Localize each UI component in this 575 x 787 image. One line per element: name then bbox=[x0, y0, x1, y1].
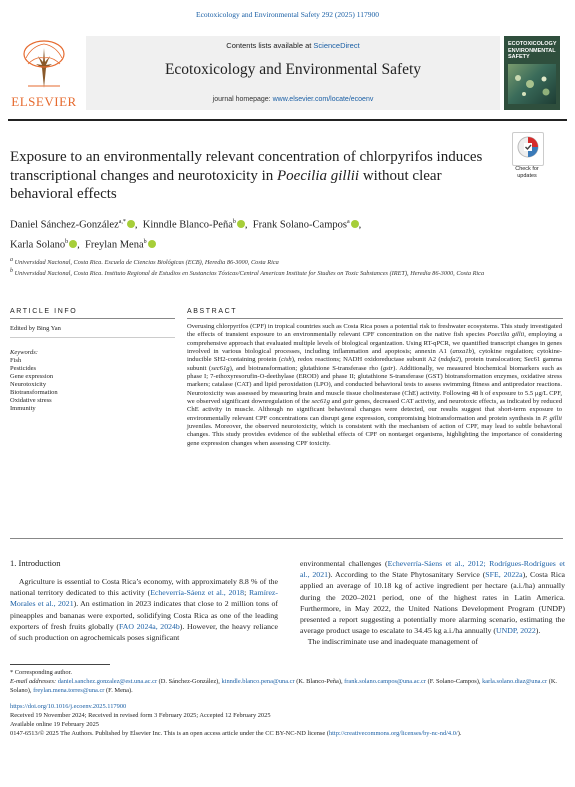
contents-prefix: Contents lists available at bbox=[226, 41, 314, 50]
homepage-link[interactable]: www.elsevier.com/locate/ecoenv bbox=[272, 96, 374, 103]
author-name[interactable]: Kinndle Blanco-Peña bbox=[142, 219, 233, 231]
elsevier-logo[interactable] bbox=[10, 36, 78, 110]
citation-link[interactable]: UNDP, 2022 bbox=[495, 626, 536, 636]
citation-link[interactable]: Ramírez-Morales et al., 2021 bbox=[10, 588, 278, 609]
intro-column-2: environmental challenges (Echeverría-Sáens et al., 2012; Rodrígues-Rodrígues et al., 2021). According to the State Phytosanitary Service (SFE, 2022a), Costa Rica applied an average of 10.18 kg of active ingredient per hectare (a.i./ha) annually during the 2020–2021 period, one of the highest rates in Latin America. Furthermore, in May 2022, the United Nations Development Program (UNDP) presented a report suggesting a potentially more alarming scenario, estimating the average product usage to escalate to 34.45 kg a.i./ha annually (UNDP, 2022). The indiscriminate use and inadequate management of bbox=[300, 559, 565, 647]
affiliation: $^a$ Universidad Nacional, Costa Rica. Escuela de Ciencias Biológicas (ECB), Heredia 86-3000, Costa Rica bbox=[10, 257, 279, 267]
keyword: Gene expression bbox=[10, 373, 54, 380]
journal-cover[interactable] bbox=[504, 36, 560, 110]
orcid-icon[interactable] bbox=[351, 220, 359, 228]
footnote-rule bbox=[10, 664, 110, 665]
abstract-heading: ABSTRACT bbox=[187, 308, 238, 315]
citation-link[interactable]: SFE, 2022a bbox=[485, 570, 523, 580]
article-title bbox=[10, 148, 500, 204]
header-rule bbox=[8, 119, 567, 121]
keyword-list bbox=[10, 357, 58, 413]
author-sup[interactable]: a bbox=[346, 219, 350, 225]
crossmark-icon bbox=[513, 133, 543, 165]
crossmark-label-line2: updates bbox=[517, 172, 537, 179]
crossmark-button[interactable] bbox=[512, 132, 544, 166]
homepage-prefix: journal homepage: bbox=[212, 96, 273, 103]
title-species: Poecilia gillii bbox=[277, 167, 360, 184]
abstract-rule bbox=[187, 318, 563, 319]
keyword: Biotransformation bbox=[10, 389, 58, 396]
doi-link[interactable]: https://doi.org/10.1016/j.ecoenv.2025.117900 bbox=[10, 702, 127, 710]
article-info-rule bbox=[10, 318, 175, 319]
editor-rule bbox=[10, 337, 175, 338]
orcid-icon[interactable] bbox=[127, 220, 135, 228]
orcid-icon[interactable] bbox=[237, 220, 245, 228]
orcid-icon[interactable] bbox=[69, 240, 77, 248]
affiliations bbox=[10, 256, 555, 279]
keyword: Oxidative stress bbox=[10, 397, 52, 404]
received-dates: Received 19 November 2024; Received in revised form 3 February 2025; Accepted 12 February 2025 bbox=[10, 711, 271, 719]
email-link[interactable]: freylan.mena.torres@una.cr bbox=[33, 687, 105, 695]
author-sup[interactable]: b bbox=[143, 238, 147, 245]
email-link[interactable]: karla.solano.diaz@una.cr bbox=[482, 678, 548, 686]
keyword: Immunity bbox=[10, 405, 36, 412]
citation-link[interactable]: Echeverría-Sáens et al., 2012; Rodrígues-Rodrígues et al., 2021 bbox=[300, 559, 565, 580]
keyword: Pesticides bbox=[10, 365, 36, 372]
cover-pattern-icon bbox=[510, 70, 554, 100]
sciencedirect-link[interactable]: ScienceDirect bbox=[313, 41, 360, 50]
citation-link[interactable]: FAO 2024a, 2024b bbox=[118, 621, 180, 631]
affiliation: $^b$ Universidad Nacional, Costa Rica. Instituto Regional de Estudios en Sustancias Tóxicas/Central American Institute for Studies on Toxic Substances (IRET), Heredia 86-3000, Costa Rica bbox=[10, 268, 485, 278]
contents-line bbox=[86, 41, 500, 50]
available-online: Available online 19 February 2025 bbox=[10, 721, 99, 729]
author-name[interactable]: Frank Solano-Campos bbox=[252, 219, 347, 231]
email-line: E-mail addresses: daniel.sanchez.gonzalez@est.una.ac.cr (D. Sánchez-González), kinndle.blanco.pena@una.cr (K. Blanco-Peña), frank.solano.campos@una.ac.cr (F. Solano-Campos), karla.solano.diaz@una.cr (K. Solano), freylan.mena.torres@una.cr (F. Mena). bbox=[10, 678, 558, 695]
introduction-heading: 1. Introduction bbox=[10, 558, 61, 568]
author-name[interactable]: Karla Solano bbox=[10, 239, 66, 250]
crossmark-label-line1: Check for bbox=[515, 166, 539, 172]
keyword: Neurotoxicity bbox=[10, 381, 47, 388]
email-link[interactable]: frank.solano.campos@una.ac.cr bbox=[344, 678, 426, 686]
title-part1: Exposure to an environmentally relevant concentration of chlorpyrifos induces transcriptional changes and neurotoxicity in bbox=[10, 149, 483, 184]
publisher-name: ELSEVIER bbox=[11, 94, 77, 109]
journal-header bbox=[86, 36, 500, 110]
author-name[interactable]: Freylan Mena bbox=[85, 239, 144, 250]
keyword: Fish bbox=[10, 357, 22, 364]
footnotes bbox=[10, 668, 565, 738]
cover-title: ECOTOXICOLOGY ENVIRONMENTAL SAFETY bbox=[508, 41, 557, 60]
author-sup[interactable]: a,* bbox=[118, 219, 126, 225]
orcid-icon[interactable] bbox=[148, 240, 156, 248]
elsevier-tree-icon bbox=[18, 38, 70, 90]
author-list: Daniel Sánchez-González$^{a,*}$ , Kinndle Blanco-Peña$^b$ , Frank Solano-Campos$^a$ , Karla Solano$^b$ , Freylan Mena$^b$ bbox=[10, 219, 362, 250]
corresponding-note: * Corresponding author. bbox=[10, 669, 72, 676]
intro-column-1: Agriculture is essential to Costa Rica’s economy, with approximately 8.8 % of the national territory dedicated to this activity (Echeverría-Sáenz et al., 2018; Ramírez-Morales et al., 2021). An estimation in 2023 indicates that close to 2 million tons of pineapples and bananas were exported, solidifying Costa Rica as one of the leading exporters of fresh fruits globally (FAO 2024a, 2024b). However, the heavy reliance of such production on agrochemicals poses significant bbox=[10, 577, 279, 643]
editor-line: Edited by Bing Yan bbox=[10, 325, 61, 332]
author-sup[interactable]: b bbox=[65, 238, 69, 245]
homepage-line bbox=[86, 96, 500, 103]
author-sup[interactable]: b bbox=[232, 219, 236, 225]
license-link[interactable]: http://creativecommons.org/licenses/by-nc-nd/4.0/ bbox=[328, 730, 458, 738]
email-link[interactable]: daniel.sanchez.gonzalez@est.una.ac.cr bbox=[57, 678, 158, 686]
crossmark-label[interactable] bbox=[506, 166, 548, 179]
email-link[interactable]: kinndle.blanco.pena@una.cr bbox=[221, 678, 295, 686]
abstract-bottom-rule bbox=[10, 538, 563, 539]
license-line: 0147-6513/© 2025 The Authors. Published by Elsevier Inc. This is an open access article under the CC BY-NC-ND license (http://creativecommons.org/licenses/by-nc-nd/4.0/). bbox=[10, 730, 462, 738]
keywords-label: Keywords: bbox=[10, 349, 38, 356]
author-name[interactable]: Daniel Sánchez-González bbox=[10, 219, 119, 231]
abstract-text: Overusing chlorpyrifos (CPF) in tropical countries such as Costa Rica poses a potential risk to freshwater ecosystems. This study investigated the effects of transient exposure to an environmentally relevant CPF concentration on the native fish species Poecilia gillii, employing a comprehensive approach that evaluated multiple levels of biological organization. Using RT-qPCR, we quantified transcript changes in genes involved in various biological processes, including inflammation and apoptosis; annexin A1 (anxa1b), cytokine regulation; cytokine-inducible SH2-containing protein (cish), redox reactions; NADH oxidoreductase subunit A2 (ndufa2), protein translocation; Sec61 gamma subunit (sec61g), and biotransformation; glutathione S-transferase rho (gstr). Additionally, we measured biochemical biomarkers such as phase I; 7-ethoxyresorufin-O-deethylase (EROD) and phase II; glutathione S-transferase (GST) biotransformation enzymes, oxidative stress markers; catalase (CAT) and lipid peroxidation (LPO), and conducted behavioral tests to assess swimming fitness and antipredator reactions. Neurotoxicity was assessed by measuring brain and muscle tissue cholinesterase (ChE) activity. Following 48 h of exposure to 5.5 μg/L CPF, we observed significant downregulation of the sec61g and gstr genes, decreased CAT activity, and neurotoxic effects, as indicated by reduced ChE activity in muscle. Although no significant behavioral changes were detected, our results suggest that short-term exposure to environmentally relevant CPF concentrations can disrupt gene expression, compromising biotransformation and protein synthesis in P. gillii juveniles. Moreover, the observed neurotoxicity, which is consistent with the mechanism of action of CPF, may lead to subtle behavioral changes. This study provides evidence of the sublethal effects of CPF on nontarget organisms, highlighting the importance of considering gene expression changes when assessing CPF toxicity. bbox=[187, 323, 563, 447]
article-info-heading: ARTICLE INFO bbox=[10, 308, 78, 315]
citation-link[interactable]: Echeverría-Sáenz et al., 2018 bbox=[150, 588, 245, 598]
journal-title: Ecotoxicology and Environmental Safety bbox=[164, 61, 422, 78]
journal-reference[interactable]: Ecotoxicology and Environmental Safety 292 (2025) 117900 bbox=[195, 10, 380, 19]
title-part2: without clear behavioral effects bbox=[10, 167, 442, 202]
